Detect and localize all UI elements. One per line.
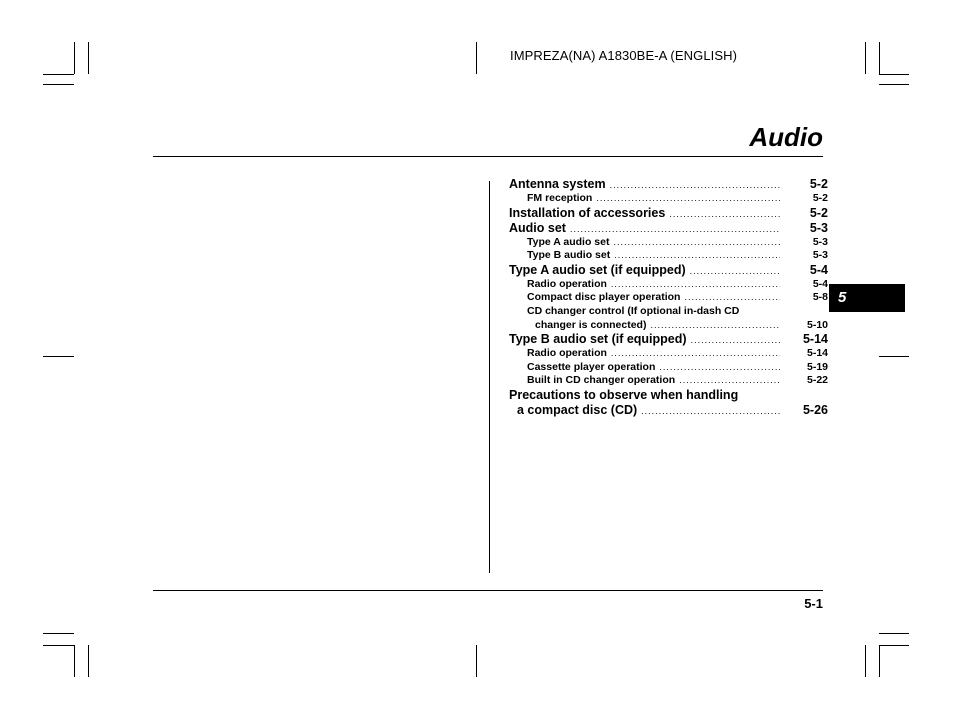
toc-entry-label: Radio operation <box>527 347 607 360</box>
page-number: 5-1 <box>804 596 823 611</box>
toc-entry[interactable] <box>509 388 828 403</box>
toc-entry-label: Built in CD changer operation <box>527 374 676 387</box>
toc-entry-page: 5-3 <box>812 235 828 248</box>
toc-entry[interactable] <box>509 291 828 305</box>
toc-entry-label: Cassette player operation <box>527 360 656 373</box>
toc-entry-page: 5-8 <box>812 291 828 304</box>
toc-entry-page: 5-14 <box>806 347 828 360</box>
toc-entry-page: 5-19 <box>806 360 828 373</box>
toc-entry[interactable] <box>509 263 828 278</box>
toc-entry-page: 5-2 <box>809 205 828 220</box>
toc-entry-label: a compact disc (CD) <box>517 402 638 417</box>
toc-entry-page: 5-4 <box>812 277 828 290</box>
toc-entry-page: 5-2 <box>812 192 828 204</box>
toc-entry[interactable] <box>509 278 828 292</box>
toc-entry-page: 5-22 <box>806 374 828 387</box>
toc-entry[interactable] <box>509 236 828 250</box>
toc-entry-page: 5-10 <box>806 318 828 331</box>
toc-entry-page: 5-4 <box>809 262 828 277</box>
toc-entry[interactable] <box>509 249 828 263</box>
column-divider <box>489 181 490 573</box>
toc-entry-continued[interactable] <box>509 319 828 333</box>
toc-entry[interactable] <box>509 192 828 206</box>
toc-entry[interactable] <box>509 177 828 192</box>
toc-entry-label: Radio operation <box>527 277 607 290</box>
table-of-contents <box>509 177 828 418</box>
toc-entry-label: Type A audio set (if equipped) <box>509 262 686 277</box>
toc-entry-page: 5-2 <box>809 177 828 191</box>
chapter-tab-number: 5 <box>838 289 847 306</box>
toc-entry-page: 5-3 <box>809 220 828 235</box>
toc-entry-label: Type B audio set <box>527 249 611 262</box>
toc-entry-label: Type A audio set <box>527 235 610 248</box>
title-divider <box>153 156 823 157</box>
toc-entry-label: Type B audio set (if equipped) <box>509 332 687 347</box>
toc-entry-label: CD changer control (If optional in-dash CD <box>527 304 740 317</box>
toc-entry-label: Precautions to observe when handling <box>509 387 739 402</box>
chapter-title: Audio <box>749 122 823 152</box>
toc-entry-label: FM reception <box>527 192 593 204</box>
toc-entry[interactable] <box>509 374 828 388</box>
toc-entry-label: Compact disc player operation <box>527 291 681 304</box>
toc-entry-label: Antenna system <box>509 177 606 191</box>
document-code: IMPREZA(NA) A1830BE-A (ENGLISH) <box>510 48 738 63</box>
toc-entry[interactable] <box>509 332 828 347</box>
toc-entry[interactable] <box>509 347 828 361</box>
toc-entry[interactable] <box>509 221 828 236</box>
toc-entry[interactable] <box>509 361 828 375</box>
toc-entry-page: 5-3 <box>812 249 828 262</box>
toc-entry[interactable] <box>509 305 828 319</box>
toc-entry-label: Installation of accessories <box>509 205 666 220</box>
toc-entry-label: Audio set <box>509 220 566 235</box>
toc-entry-page: 5-26 <box>802 402 828 417</box>
toc-entry-continued[interactable] <box>509 403 828 418</box>
toc-entry-label: changer is connected) <box>535 318 647 331</box>
footer-divider <box>153 590 823 591</box>
toc-entry[interactable] <box>509 206 828 221</box>
toc-entry-page: 5-14 <box>802 332 828 347</box>
